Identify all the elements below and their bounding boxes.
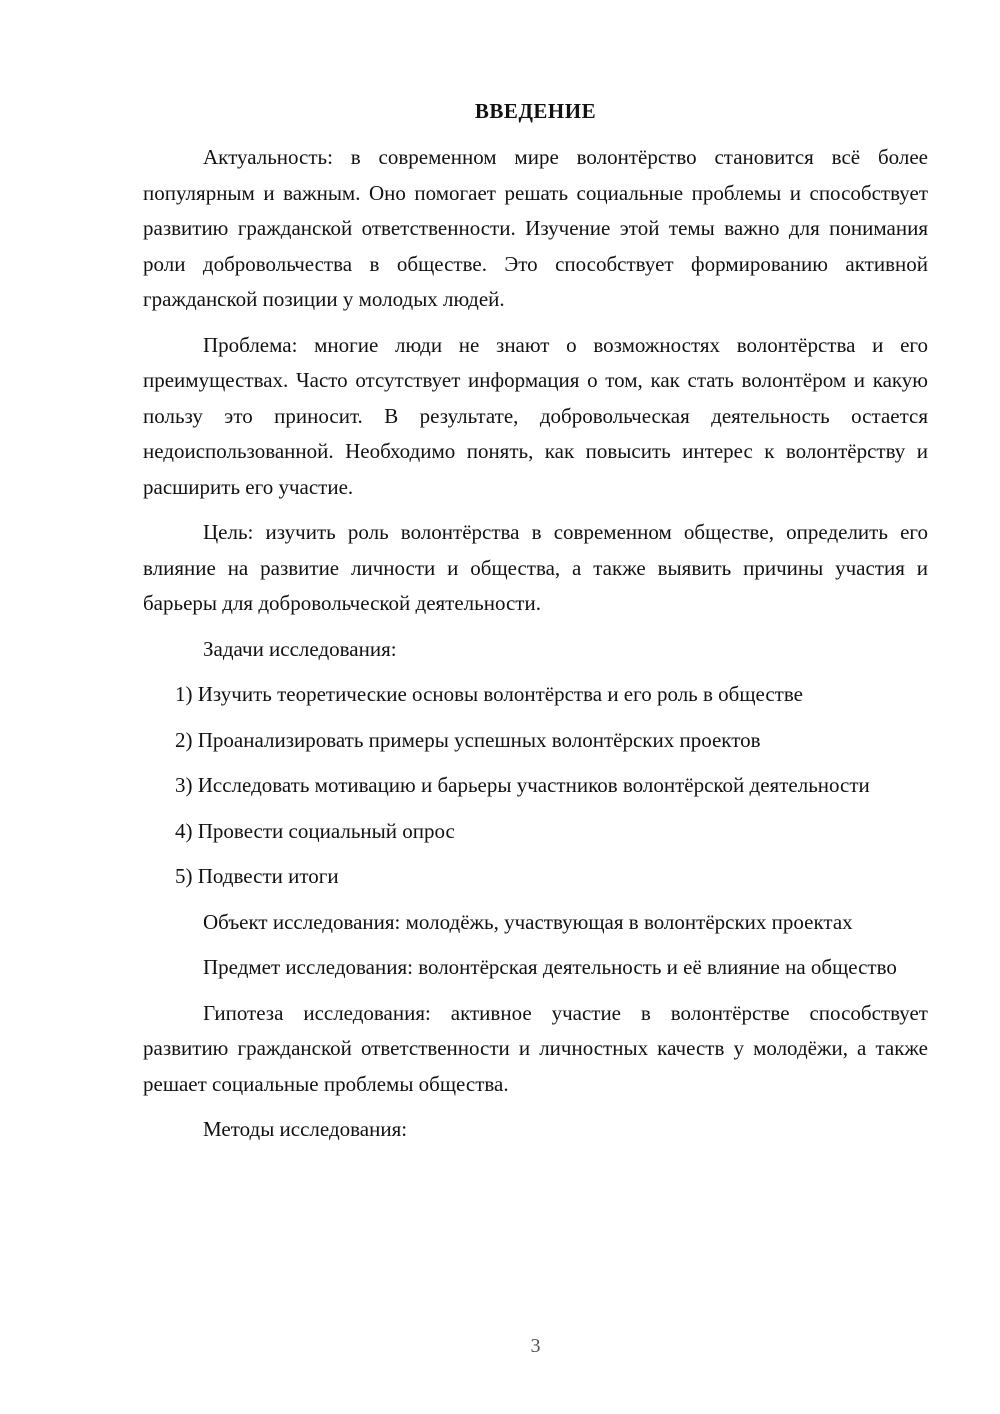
page-number: 3 bbox=[530, 1335, 541, 1357]
paragraph-problem: Проблема: многие люди не знают о возможностях волонтёрства и его преимуществах. Часто отсутствует информация о том, как стать волонтёром и какую пользу это приносит. В результате, добровольческая деятельность остается недоиспользованной. Необходимо понять, как повысить интерес к волонтёрству и расширить его участие. bbox=[143, 332, 928, 499]
task-item-1: 1) Изучить теоретические основы волонтёрства и его роль в обществе bbox=[175, 682, 803, 706]
paragraph-subject: Предмет исследования: волонтёрская деятельность и её влияние на общество bbox=[203, 955, 897, 979]
task-item-2: 2) Проанализировать примеры успешных волонтёрских проектов bbox=[175, 727, 761, 752]
tasks-heading: Задачи исследования: bbox=[203, 636, 397, 661]
paragraph-goal: Цель: изучить роль волонтёрства в современном обществе, определить его влияние на развитие личности и общества, а также выявить причины участия и барьеры для добровольческой деятельности. bbox=[143, 520, 928, 615]
paragraph-relevance: Актуальность: в современном мире волонтёрство становится всё более популярным и важным. Оно помогает решать социальные проблемы и способствует развитию гражданской ответственности. Изучение этой темы важно для понимания роли добровольчества в обществе. Это способствует формированию активной гражданской позиции у молодых людей. bbox=[143, 145, 928, 311]
page-title: ВВЕДЕНИЕ bbox=[474, 99, 597, 123]
paragraph-hypothesis: Гипотеза исследования: активное участие в волонтёрстве способствует развитию гражданской ответственности и личностных качеств у молодёжи, а также решает социальные проблемы общества. bbox=[143, 1000, 928, 1096]
task-item-4: 4) Провести социальный опрос bbox=[175, 818, 455, 843]
task-item-3: 3) Исследовать мотивацию и барьеры участников волонтёрской деятельности bbox=[175, 773, 870, 797]
task-item-5: 5) Подвести итоги bbox=[175, 864, 339, 888]
methods-heading: Методы исследования: bbox=[203, 1117, 408, 1141]
document-page bbox=[143, 0, 928, 1414]
paragraph-object: Объект исследования: молодёжь, участвующая в волонтёрских проектах bbox=[203, 909, 853, 934]
document-body bbox=[143, 140, 928, 1158]
